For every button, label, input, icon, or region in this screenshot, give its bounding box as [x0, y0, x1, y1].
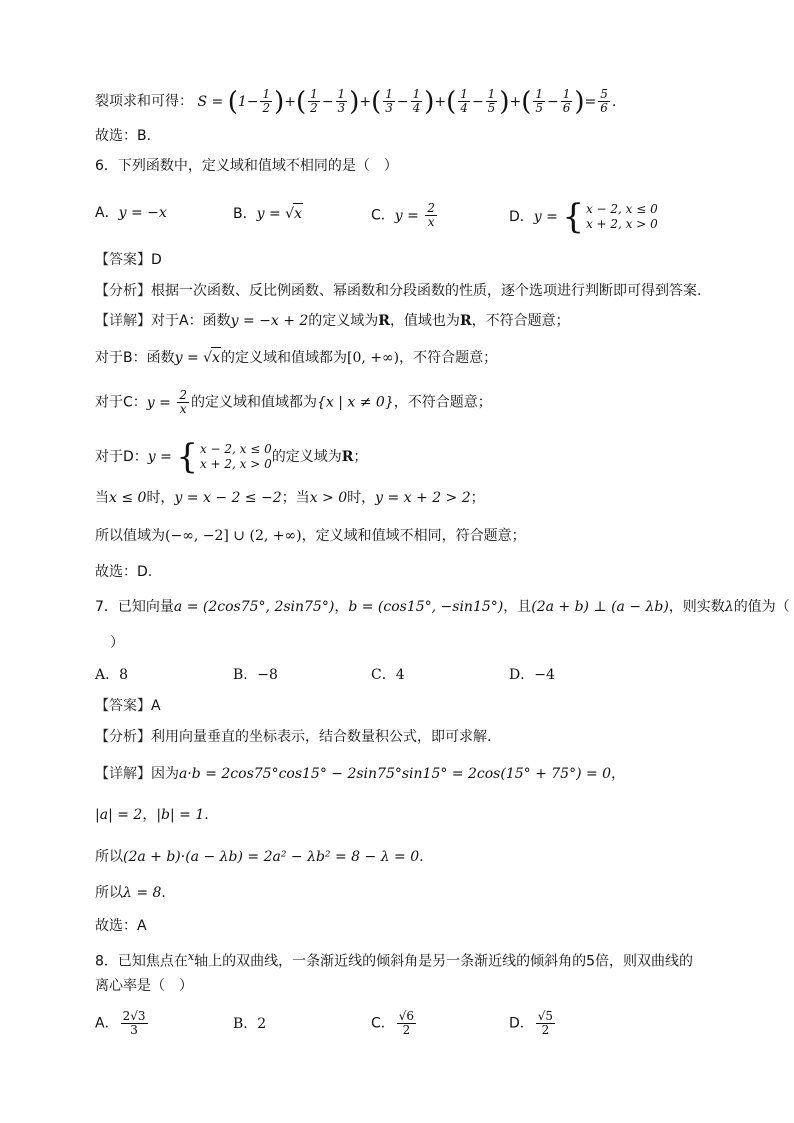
q6-option-d: D．y = { x − 2, x ≤ 0 x + 2, x > 0	[509, 197, 658, 237]
q7-option-a: A．8	[95, 667, 129, 683]
question-7-cont: ）	[110, 635, 124, 651]
select-b: 故选：B.	[95, 128, 152, 144]
question-7: 7．已知向量a = (2cos75°, 2sin75°)，b = (cos15°, −sin15°)，且(2a + b) ⊥ (a − λb)，则实数λ的值为（	[95, 599, 790, 615]
select-d: 故选：D.	[95, 564, 153, 580]
answer-7: 【答案】A	[95, 698, 161, 714]
analysis-7: 【分析】利用向量垂直的坐标表示，结合数量积公式，即可求解.	[95, 729, 492, 745]
detail-6-c: 对于C：y = $\frac{2}{x}$ 的定义域和值域都为{x | x ≠ 0}，不符合题意；	[95, 388, 492, 416]
sum-line	[95, 88, 616, 115]
q8-option-b: B．2	[233, 1016, 267, 1032]
q6-option-c: C．y = $\frac{2}{x}$	[371, 201, 435, 229]
sum-formula: S = (1− $\frac{1}{2}$ )+( $\frac{1}{2}$ − $\frac{1}{3}$ )+( $\frac{1}{3}$ − $\frac{1}{4}$ )+( $\frac{1}{4}$ − $\frac{1}{5}$ )+( $\frac{1}{5}$ − $\frac{1}{6}$ )= $\frac{5}{6}$ .	[197, 86, 617, 117]
detail-7-a: 【详解】因为a·b = 2cos75°cos15° − 2sin75°sin15° = 2cos(15° + 75°) = 0，	[95, 766, 626, 782]
question-8-cont: 离心率是（ ）	[95, 978, 193, 994]
detail-6-d: 对于D：y = { x − 2, x ≤ 0 x + 2, x > 0 的定义域为R；	[95, 437, 368, 477]
q7-option-d: D．−4	[509, 667, 555, 683]
question-8: 8．已知焦点在$^x$轴上的双曲线，一条渐近线的倾斜角是另一条渐近线的倾斜角的5倍，则双曲线的	[95, 950, 694, 970]
select-a: 故选：A	[95, 918, 147, 934]
q8-option-a: A． $\frac{2√3}{3}$	[95, 1009, 146, 1037]
detail-7-lambda: 所以λ = 8.	[95, 885, 166, 901]
q8-option-d: D． $\frac{√5}{2}$	[509, 1009, 554, 1037]
detail-6-a: 【详解】对于A：函数y = −x + 2的定义域为R，值域也为R，不符合题意；	[95, 313, 570, 329]
sum-prefix: 裂项求和可得：	[95, 93, 193, 110]
detail-7-so: 所以(2a + b)·(a − λb) = 2a² − λb² = 8 − λ = 0.	[95, 849, 424, 865]
q7-option-b: B．−8	[233, 667, 278, 683]
q7-option-c: C．4	[371, 667, 405, 683]
detail-6-when: 当x ≤ 0时，y = x − 2 ≤ −2；当x > 0时，y = x + 2 > 2；	[95, 490, 485, 506]
answer-6: 【答案】D	[95, 252, 162, 268]
detail-6-range: 所以值域为(−∞, −2] ∪ (2, +∞)，定义域和值域不相同，符合题意；	[95, 528, 526, 544]
q8-option-c: C． $\frac{√6}{2}$	[371, 1009, 415, 1037]
q6-option-b: B．y = √x	[233, 203, 303, 224]
question-6: 6．下列函数中，定义域和值域不相同的是（ ）	[95, 158, 398, 174]
detail-6-b: 对于B：函数y = √x的定义域和值域都为[0, +∞)，不符合题意；	[95, 347, 497, 368]
analysis-6: 【分析】根据一次函数、反比例函数、幂函数和分段函数的性质，逐个选项进行判断即可得到答案.	[95, 283, 702, 299]
q6-option-a: A．y = −x	[95, 205, 167, 221]
detail-7-norm: |a| = 2，|b| = 1.	[95, 807, 209, 823]
